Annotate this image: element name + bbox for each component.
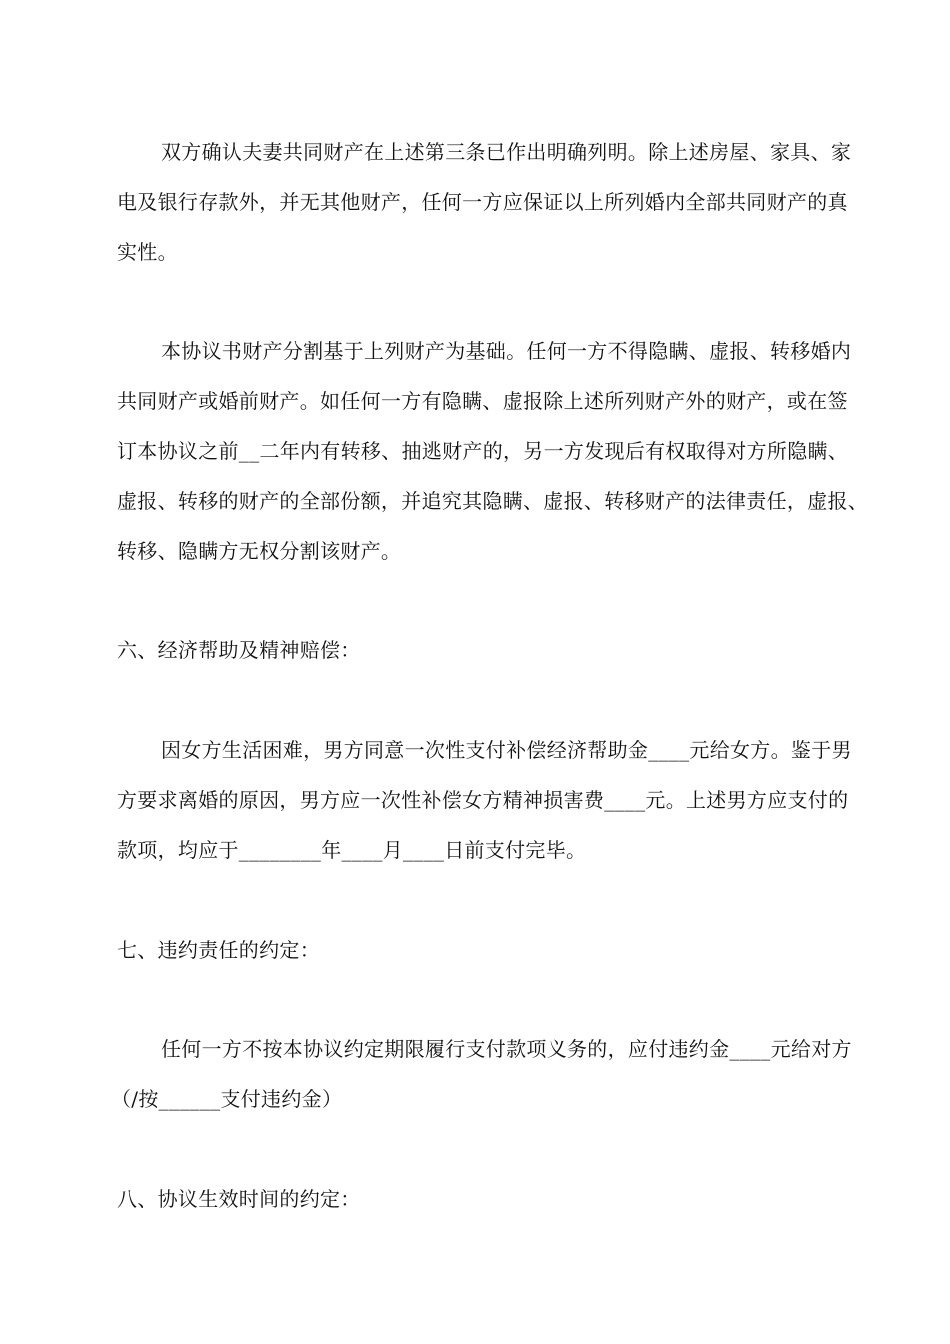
text-line: 方要求离婚的原因，男方应一次性补偿女方精神损害费____元。上述男方应支付的: [117, 788, 849, 812]
paragraph-economic-help: [73, 725, 893, 875]
section-heading-breach-liability: 七、违约责任的约定：: [117, 938, 320, 962]
paragraph-property-division: [73, 326, 893, 576]
paragraph-property-confirmation: [73, 127, 893, 277]
section-heading-effective-time: 八、协议生效时间的约定：: [117, 1187, 361, 1211]
text-line: 款项，均应于________年____月____日前支付完毕。: [117, 838, 587, 862]
text-line: 任何一方不按本协议约定期限履行支付款项义务的，应付违约金____元给对方: [161, 1037, 852, 1061]
text-line: 虚报、转移的财产的全部份额，并追究其隐瞒、虚报、转移财产的法律责任，虚报、: [117, 489, 869, 513]
paragraph-breach-liability: [73, 1024, 893, 1124]
text-line: 实性。: [117, 240, 178, 264]
text-line: 因女方生活困难，男方同意一次性支付补偿经济帮助金____元给女方。鉴于男: [161, 738, 852, 762]
text-line: 双方确认夫妻共同财产在上述第三条已作出明确列明。除上述房屋、家具、家: [161, 140, 852, 164]
text-line: （/按______支付违约金）: [111, 1087, 343, 1111]
text-line: 共同财产或婚前财产。如任何一方有隐瞒、虚报除上述所列财产外的财产，或在签: [117, 389, 848, 413]
text-line: 本协议书财产分割基于上列财产为基础。任何一方不得隐瞒、虚报、转移婚内: [161, 339, 852, 363]
text-line: 订本协议之前__二年内有转移、抽逃财产的，另一方发现后有权取得对方所隐瞒、: [117, 439, 849, 463]
text-line: 电及银行存款外，并无其他财产，任何一方应保证以上所列婚内全部共同财产的真: [117, 190, 848, 214]
section-heading-economic-help: 六、经济帮助及精神赔偿：: [117, 638, 361, 662]
text-line: 转移、隐瞒方无权分割该财产。: [117, 539, 402, 563]
